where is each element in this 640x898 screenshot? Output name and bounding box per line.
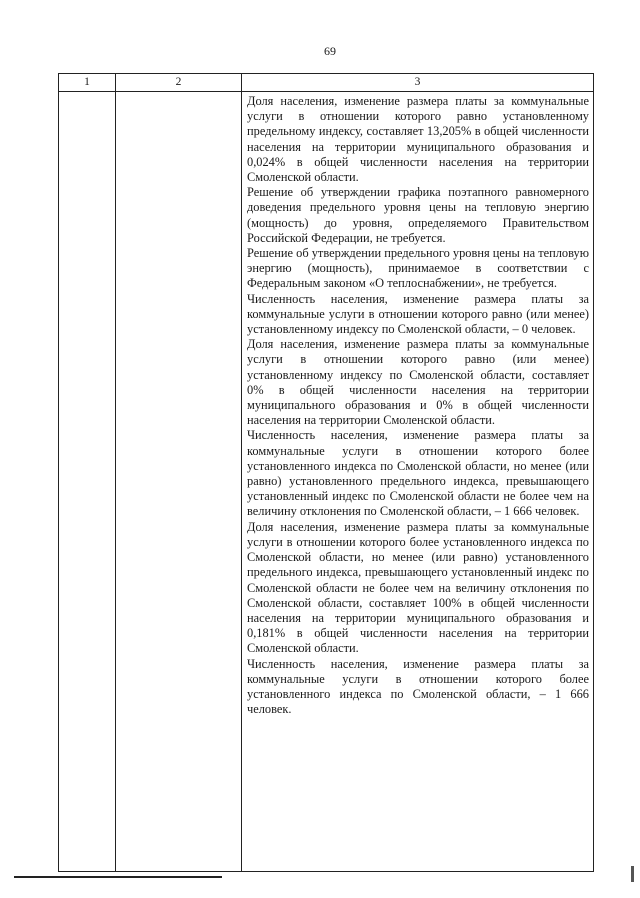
table-header-row — [59, 74, 594, 92]
page-number: 69 — [324, 44, 336, 58]
paragraph: Решение об утверждении предельного уровня цены на тепловую энергию (мощность), принимаемое в соответствии с Федеральным законом «О теплоснабжении», не требуется. — [247, 246, 589, 291]
document-table — [58, 73, 594, 872]
paragraph: Численность населения, изменение размера платы за коммунальные услуги в отношении которого равно (или менее) установленному индексу по Смоленской области, – 0 человек. — [247, 291, 589, 337]
footer-divider — [14, 876, 222, 878]
paragraph: Решение об утверждении графика поэтапного равномерного доведения предельного уровня цены на тепловую энергию (мощность) до уровня, определяемого Правительством Российской Федерации, не требуется. — [247, 185, 589, 245]
column-2-cell — [116, 92, 242, 872]
scan-edge-mark — [631, 866, 634, 882]
column-3-cell — [242, 92, 594, 872]
column-1-cell — [59, 92, 116, 872]
column-header-3: 3 — [242, 74, 594, 92]
paragraph: Доля населения, изменение размера платы за коммунальные услуги в отношении которого равно установленному предельному индексу, составляет 13,205% в общей численности населения на территории муниципального образования и 0,024% в общей численности населения на территории Смоленской области. — [247, 94, 589, 185]
paragraph: Доля населения, изменение размера платы за коммунальные услуги в отношении которого более установленного индекса по Смоленской области, но менее (или равно) установленного предельного индекса, превышающего установленный индекс по Смоленской области не более чем на величину отклонения по Смоленской области, составляет 100% в общей численности населения на территории муниципального образования и 0,181% в общей численности населения на территории Смоленской области. — [247, 519, 589, 656]
table-body-row — [59, 92, 594, 872]
paragraph: Доля населения, изменение размера платы за коммунальные услуги в отношении которого равно (или менее) установленному индексу по Смоленской области, составляет 0% в общей численности населения на территории муниципального образования и 0% в общей численности населения на территории Смоленской области. — [247, 337, 589, 428]
column-header-2: 2 — [116, 74, 242, 92]
paragraph: Численность населения, изменение размера платы за коммунальные услуги в отношении которого более установленного индекса по Смоленской области, но менее (или равно) установленного предельного индекса, превышающего установленный индекс по Смоленской области не более чем на величину отклонения по Смоленской области, – 1 666 человек. — [247, 428, 589, 519]
paragraph: Численность населения, изменение размера платы за коммунальные услуги в отношении которого более установленного индекса по Смоленской области, – 1 666 человек. — [247, 656, 589, 717]
column-header-1: 1 — [59, 74, 116, 92]
